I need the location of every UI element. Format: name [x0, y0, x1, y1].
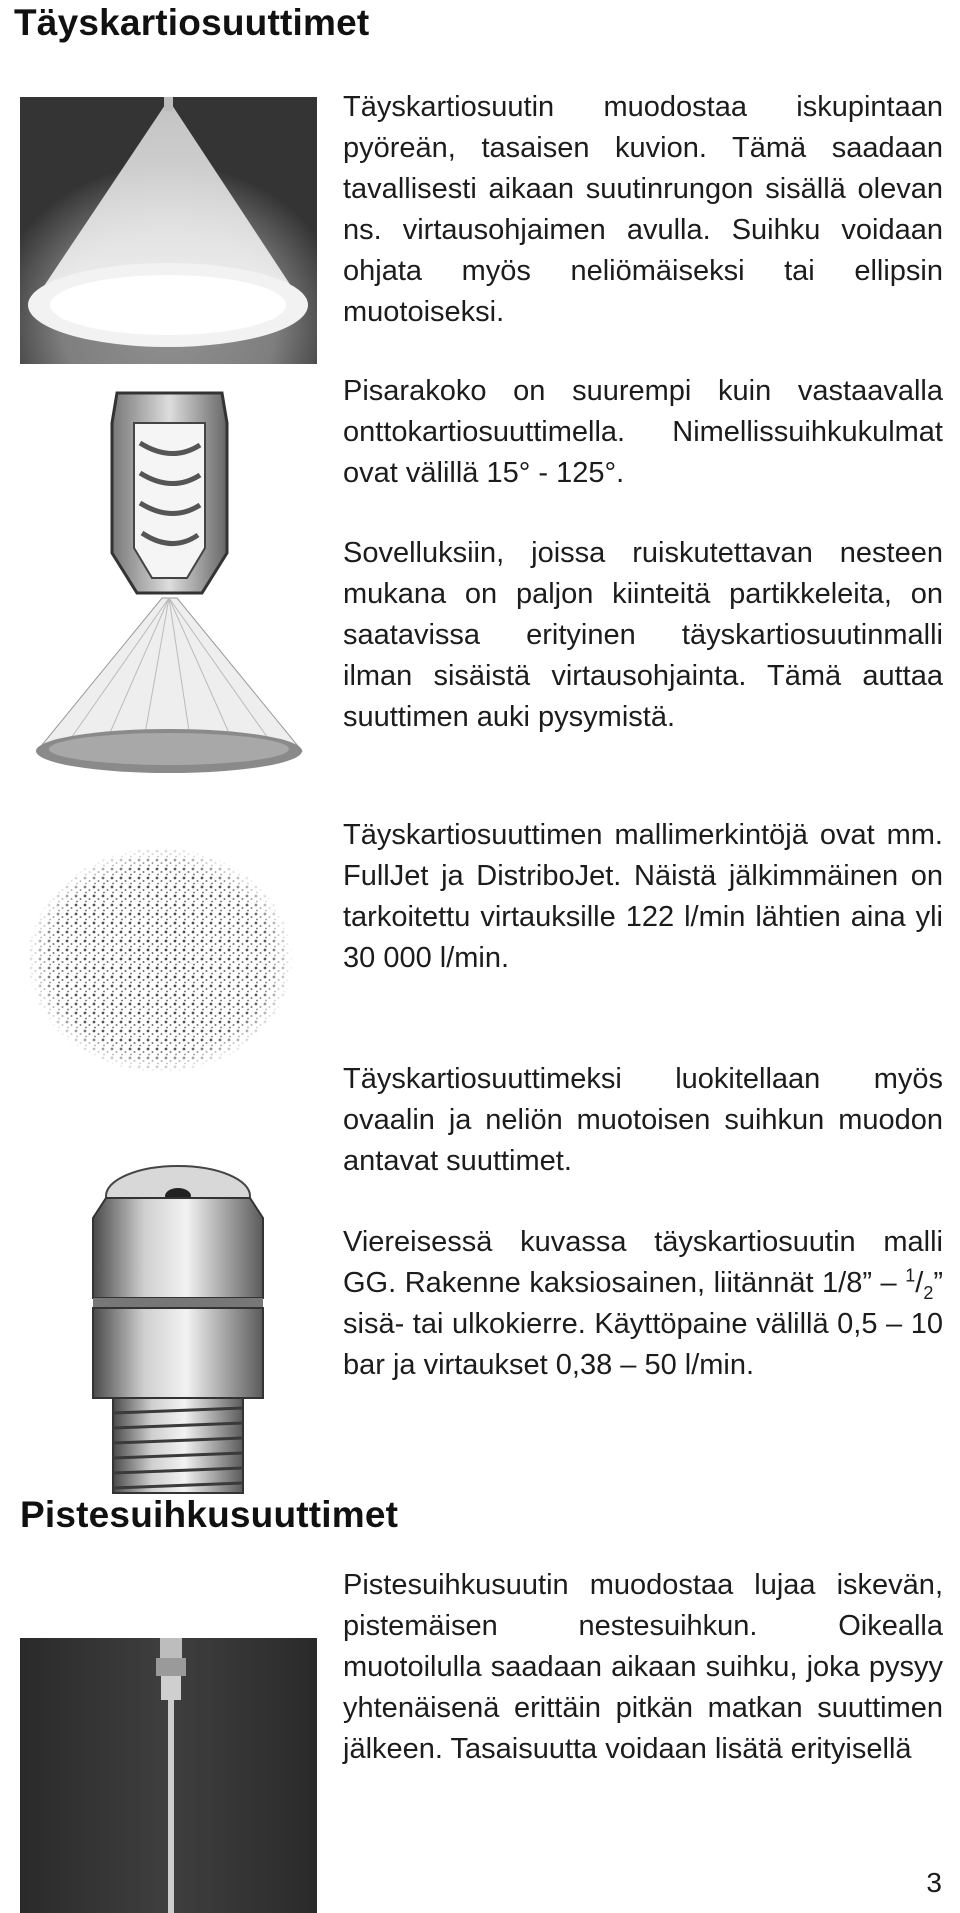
- fraction-denominator: 2: [923, 1282, 934, 1303]
- full-cone-paragraph-3: Sovelluksiin, joissa ruiskutettavan nesteen mukana on paljon kiinteitä partikkeleita, on saatavissa erityinen täyskartiosuutinmalli ilman sisäistä virtausohjainta. Tämä auttaa suuttimen auki pysymistä.: [343, 537, 943, 733]
- gg-text-part-1: Viereisessä kuvassa täyskartiosuutin malli GG. Rakenne kaksiosainen, liitännät 1/8”: [343, 1226, 943, 1299]
- gg-text-part-2: ” sisä- tai ulkokierre. Käyttöpaine välillä 0,5 – 10 bar ja virtaukset 0,38 – 50 l/min.: [343, 1267, 943, 1381]
- nozzle-cutaway-illustration: [22, 383, 317, 781]
- fraction-numerator: 1: [905, 1265, 916, 1286]
- round-spray-pattern-illustration: [20, 840, 300, 1080]
- full-cone-paragraph-5: Täyskartiosuuttimeksi luokitellaan myös ovaalin ja neliön muotoisen suihkun muodon antavat suuttimet.: [343, 1063, 943, 1177]
- solid-stream-nozzle-photo: [20, 1638, 317, 1913]
- full-cone-paragraph-1: Täyskartiosuutin muodostaa iskupintaan pyöreän, tasaisen kuvion. Tämä saadaan tavallisesti aikaan suutinrungon sisällä olevan ns. virtausohjaimen avulla. Suihku voidaan ohjata myös neliömäiseksi tai ellipsin muotoiseksi.: [343, 91, 943, 328]
- full-cone-spray-photo: [20, 97, 317, 364]
- section-title-full-cone: Täyskartiosuuttimet: [14, 2, 370, 43]
- fraction-half: $^1/_2$: [905, 1265, 934, 1303]
- page-number: 3: [926, 1867, 942, 1898]
- full-cone-paragraph-2: Pisarakoko on suurempi kuin vastaavalla onttokartiosuuttimella. Nimellissuihkukulmat ovat välillä 15° - 125°.: [343, 375, 943, 489]
- full-cone-paragraph-6: Viereisessä kuvassa täyskartiosuutin malli GG. Rakenne kaksiosainen, liitännät 1/8” – $^1/_2$” sisä- tai ulkokierre. Käyttöpaine välillä 0,5 – 10 bar ja virtaukset 0,38 – 50 l/min.: [343, 1226, 943, 1381]
- gg-nozzle-photo: [78, 1158, 278, 1503]
- full-cone-paragraph-4: Täyskartiosuuttimen mallimerkintöjä ovat mm. FullJet ja DistriboJet. Näistä jälkimmäinen on tarkoitettu virtauksille 122 l/min lähtien aina yli 30 000 l/min.: [343, 819, 943, 974]
- section-title-solid-stream: Pistesuihkusuuttimet: [20, 1494, 399, 1535]
- solid-stream-paragraph-1: Pistesuihkusuutin muodostaa lujaa iskevän, pistemäisen nestesuihkun. Oikealla muotoilulla saadaan aikaan suihku, joka pysyy yhtenäisenä erittäin pitkän matkan suuttimen jälkeen. Tasaisuutta voidaan lisätä erityisellä: [343, 1569, 943, 1765]
